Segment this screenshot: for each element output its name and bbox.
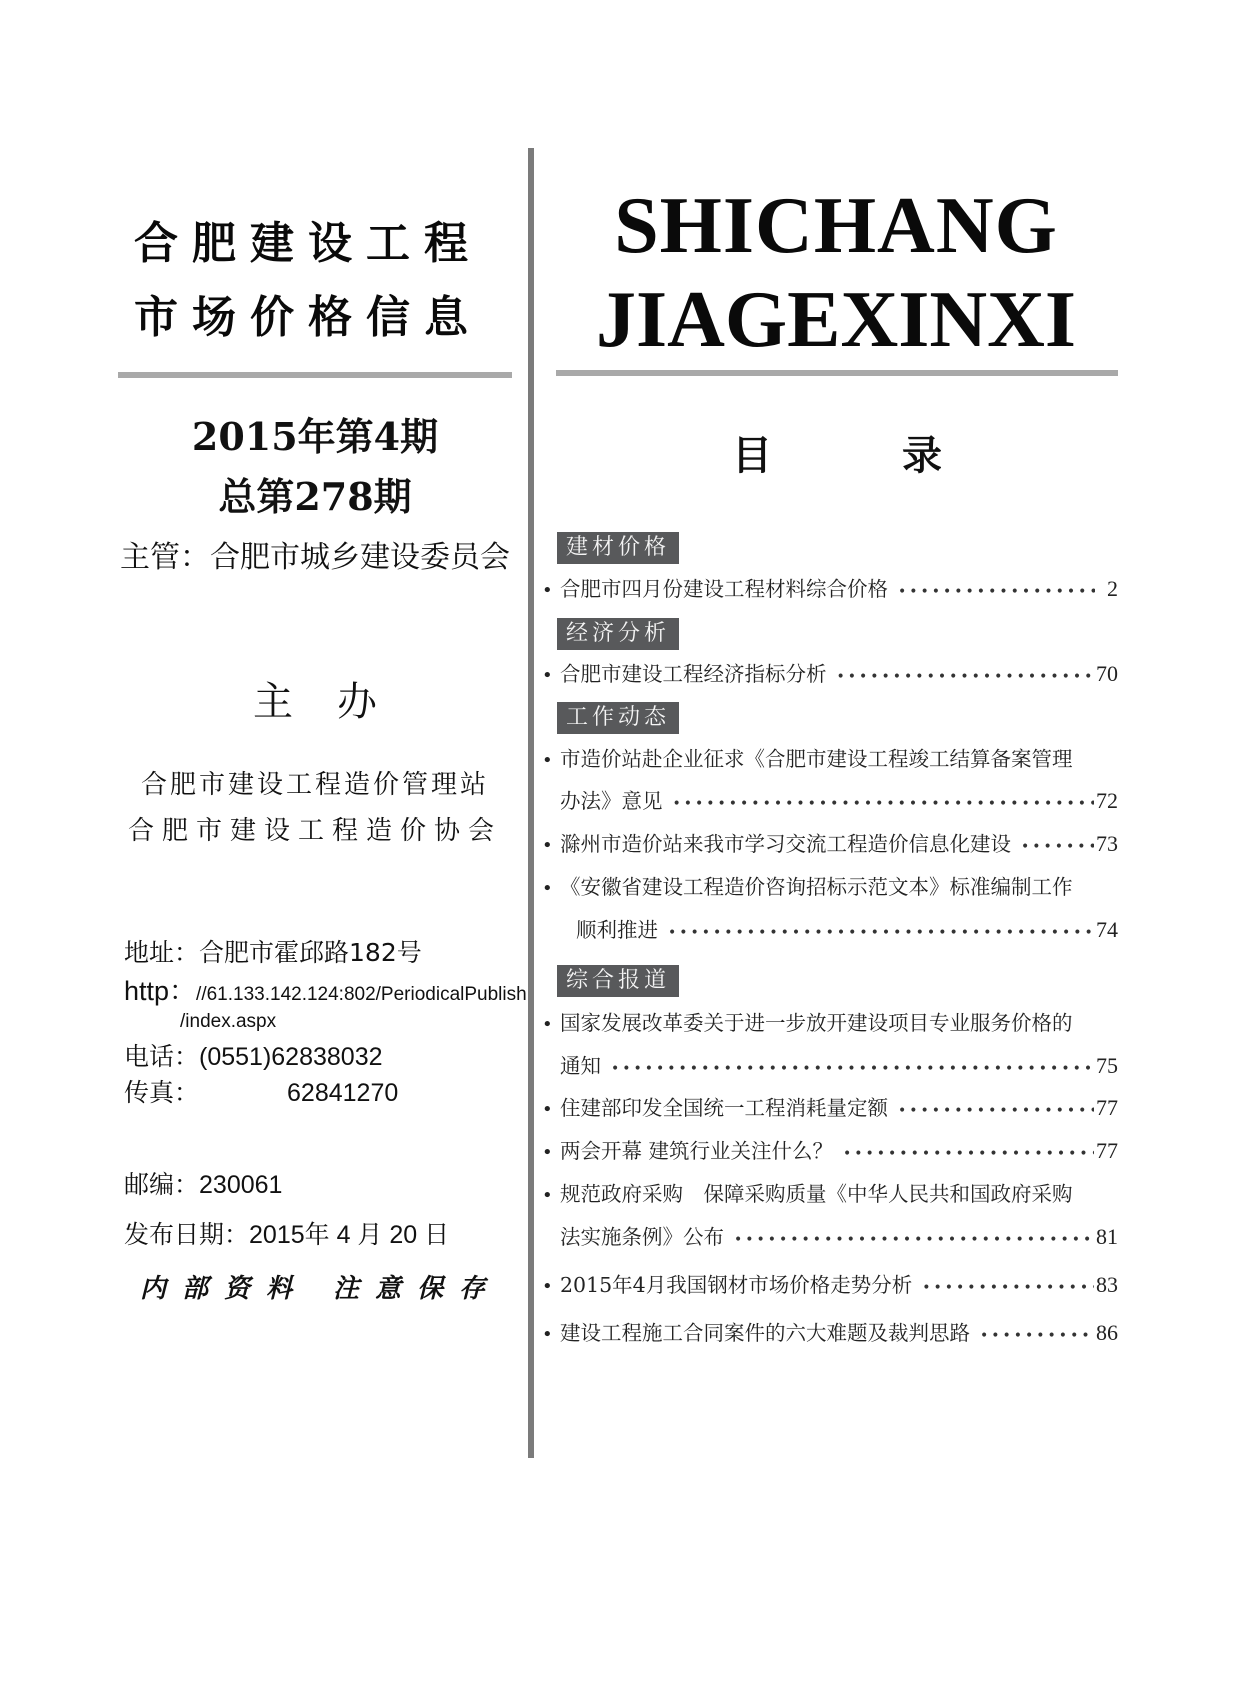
host-org-1: 合肥市建设工程造价管理站	[140, 770, 489, 800]
bullet-icon: •	[542, 1014, 553, 1035]
dot-leader	[1021, 832, 1094, 862]
phone-label: 电话：	[124, 1042, 200, 1071]
toc-entry-continuation[interactable]	[560, 1222, 1118, 1252]
english-title-line2: JIAGEXINXI	[595, 276, 1077, 364]
phone	[124, 1044, 383, 1070]
right-title-rule	[556, 370, 1118, 376]
toc-entry-title: 市造价站赴企业征求《合肥市建设工程竣工结算备案管理	[560, 747, 1073, 771]
toc-category-materials: 建材价格	[557, 532, 679, 564]
url-continuation: /index.aspx	[180, 1011, 277, 1032]
dot-leader	[898, 577, 1095, 607]
phone-value: (0551)62838032	[199, 1043, 383, 1071]
toc-category-work-news: 工作动态	[557, 702, 679, 734]
bullet-icon: •	[542, 1142, 553, 1163]
toc-entry-continuation[interactable]	[560, 786, 1118, 816]
postcode	[124, 1172, 282, 1198]
toc-entry[interactable]	[542, 1318, 1118, 1348]
toc-entry[interactable]	[542, 744, 1118, 774]
english-title-line1: SHICHANG	[614, 182, 1058, 270]
toc-entry-title-cont: 办法》意见	[560, 789, 663, 813]
toc-entry-page: 81	[1096, 1224, 1118, 1249]
dot-leader	[611, 1054, 1094, 1084]
publish-date	[124, 1222, 449, 1248]
dot-leader	[734, 1225, 1094, 1255]
dot-leader	[837, 662, 1095, 692]
url-prefix: http：	[124, 976, 197, 1006]
toc-entry-title-cont: 法实施条例》公布	[560, 1225, 724, 1249]
toc-entry-title-cont: 通知	[560, 1054, 601, 1078]
toc-entry-page: 83	[1096, 1272, 1118, 1297]
toc-entry[interactable]	[542, 1093, 1118, 1123]
toc-entry-continuation[interactable]	[576, 915, 1118, 945]
toc-entry-page: 75	[1096, 1053, 1118, 1078]
website-url	[124, 978, 527, 1005]
toc-entry[interactable]	[542, 872, 1118, 902]
address-label: 地址：	[124, 938, 200, 967]
toc-entry[interactable]	[542, 1179, 1118, 1209]
toc-entry-continuation[interactable]	[560, 1051, 1118, 1081]
toc-entry-title-cont: 顺利推进	[576, 918, 658, 942]
toc-heading: 目录	[732, 433, 1072, 479]
toc-entry-page: 2	[1107, 576, 1118, 601]
publish-date-label: 发布日期：	[124, 1220, 250, 1249]
toc-category-economic-analysis: 经济分析	[557, 618, 679, 650]
dot-leader	[898, 1096, 1094, 1126]
toc-entry[interactable]	[542, 1136, 1118, 1166]
host-org-2: 合肥市建设工程造价协会	[127, 816, 502, 846]
dot-leader	[922, 1273, 1094, 1303]
toc-category-general-reports: 综合报道	[557, 965, 679, 997]
toc-entry-page: 73	[1096, 831, 1118, 856]
address-value: 合肥市霍邱路182号	[199, 938, 422, 967]
dot-leader	[673, 789, 1095, 819]
toc-entry-title: 《安徽省建设工程造价咨询招标示范文本》标准编制工作	[560, 875, 1073, 899]
issue-number: 2015年第4期	[191, 414, 439, 459]
address	[124, 940, 422, 966]
dot-leader	[980, 1321, 1094, 1351]
toc-entry-page: 86	[1096, 1320, 1118, 1345]
publication-title-line1: 合肥建设工程	[134, 218, 482, 269]
toc-entry-title: 2015年4月我国钢材市场价格走势分析	[560, 1273, 913, 1297]
toc-entry[interactable]	[542, 1008, 1118, 1038]
toc-entry[interactable]	[542, 1270, 1118, 1300]
postcode-label: 邮编：	[124, 1170, 200, 1199]
fax	[124, 1080, 398, 1106]
toc-entry[interactable]	[542, 829, 1118, 859]
postcode-value: 230061	[199, 1171, 283, 1199]
toc-entry[interactable]	[542, 574, 1118, 604]
toc-entry[interactable]	[542, 659, 1118, 689]
toc-entry-page: 77	[1096, 1138, 1118, 1163]
bullet-icon: •	[542, 580, 553, 601]
bullet-icon: •	[542, 665, 553, 686]
toc-entry-title: 合肥市四月份建设工程材料综合价格	[560, 577, 888, 601]
internal-notice: 内部资料 注意保存	[140, 1274, 502, 1304]
fax-label: 传真：	[124, 1078, 200, 1107]
bullet-icon: •	[542, 878, 553, 899]
toc-entry-page: 77	[1096, 1095, 1118, 1120]
toc-entry-title: 住建部印发全国统一工程消耗量定额	[560, 1096, 888, 1120]
bullet-icon: •	[542, 835, 553, 856]
toc-entry-title: 两会开幕 建筑行业关注什么？	[560, 1139, 834, 1163]
total-issue-number: 总第278期	[218, 474, 412, 519]
host-label: 主办	[253, 679, 421, 725]
dot-leader	[843, 1139, 1094, 1169]
publication-title-line2: 市场价格信息	[134, 292, 482, 343]
toc-entry-title: 建设工程施工合同案件的六大难题及裁判思路	[560, 1321, 970, 1345]
toc-entry-page: 72	[1096, 788, 1118, 813]
toc-entry-page: 70	[1096, 661, 1118, 686]
publish-date-value: 2015年 4 月 20 日	[249, 1221, 450, 1249]
bullet-icon: •	[542, 1276, 553, 1297]
supervisor: 主管：合肥市城乡建设委员会	[120, 540, 510, 575]
toc-entry-title: 规范政府采购 保障采购质量《中华人民共和国政府采购	[560, 1182, 1073, 1206]
left-title-rule	[118, 372, 512, 378]
bullet-icon: •	[542, 750, 553, 771]
dot-leader	[668, 918, 1094, 948]
bullet-icon: •	[542, 1324, 553, 1345]
bullet-icon: •	[542, 1099, 553, 1120]
toc-entry-title: 合肥市建设工程经济指标分析	[560, 662, 827, 686]
bullet-icon: •	[542, 1185, 553, 1206]
toc-entry-page: 74	[1096, 917, 1118, 942]
toc-entry-title: 滁州市造价站来我市学习交流工程造价信息化建设	[560, 832, 1011, 856]
column-divider	[528, 148, 534, 1458]
url-path: //61.133.142.124:802/PeriodicalPublish	[196, 984, 527, 1005]
toc-entry-title: 国家发展改革委关于进一步放开建设项目专业服务价格的	[560, 1011, 1073, 1035]
fax-value: 62841270	[287, 1079, 399, 1107]
